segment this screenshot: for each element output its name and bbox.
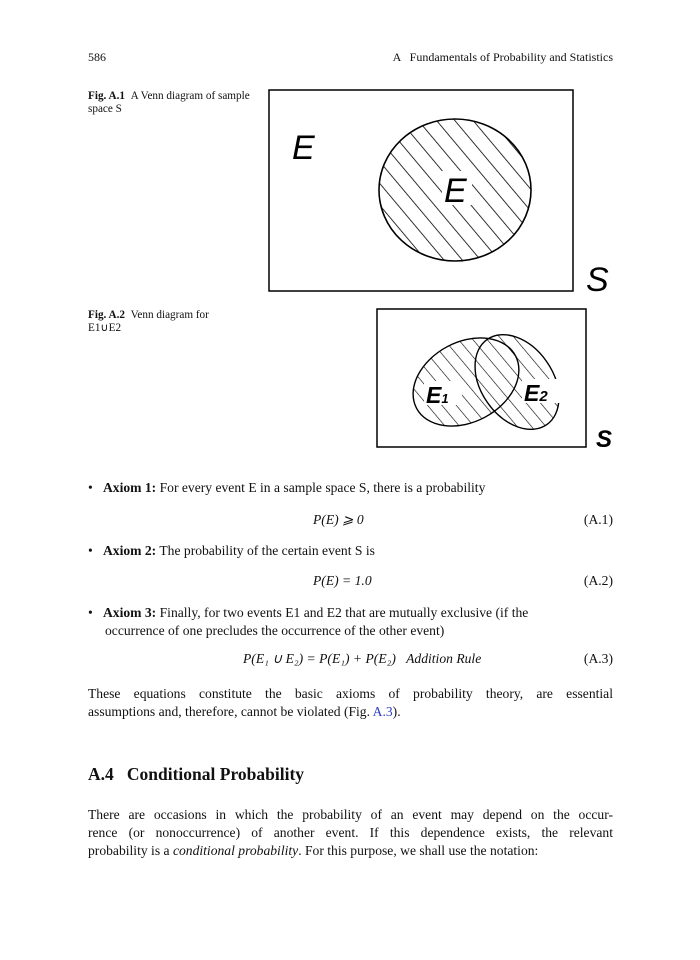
equation-number: (A.2) (583, 573, 613, 588)
e1-label: E1 (426, 382, 449, 408)
caption-text: A Venn diagram of sample space S (88, 90, 250, 115)
axiom-2: • Axiom 2: The probability of the certain event S is (88, 543, 375, 558)
figure-a1-caption (88, 90, 253, 116)
caption-text: Venn diagram for E1∪E2 (88, 309, 209, 334)
figure-link[interactable]: A.3 (372, 704, 393, 719)
space-label: S (586, 261, 609, 299)
axiom-3: • Axiom 3: Finally, for two events E1 and E2 that are mutually exclusive (if the (88, 605, 529, 620)
equation-number: (A.1) (583, 512, 613, 527)
section-heading: A.4 Conditional Probability (88, 764, 305, 784)
space-label: S (596, 426, 613, 453)
equation-a1: P(E) ⩾ 0 (313, 512, 364, 527)
axiom-1: • Axiom 1: For every event E in a sample space S, there is a probability (88, 480, 486, 495)
equation-number: (A.3) (583, 651, 613, 666)
venn-diagram-union (370, 303, 630, 453)
paragraph-line: There are occasions in which the probability of an event may depend on the occur- (88, 807, 613, 822)
page-number: 586 (88, 50, 106, 64)
figure-label: Fig. A.2 (88, 309, 125, 321)
figure-label: Fig. A.1 (88, 90, 125, 102)
paragraph-line: rence (or nonoccurrence) of another event. If this dependence exists, the relevant (88, 825, 613, 840)
running-title: A Fundamentals of Probability and Statistics (392, 50, 613, 64)
e2-label: E2 (524, 380, 548, 406)
outside-label: E (292, 129, 315, 167)
figure-a2-caption (88, 309, 228, 335)
axiom-3-line2: occurrence of one precludes the occurrence of the other event) (105, 623, 445, 638)
equation-a3: P(E₁ ∪ E₂) = P(E₁) + P(E₂) Addition Rule (243, 651, 482, 666)
paragraph-line: probability is a conditional probability. For this purpose, we shall use the notation: (88, 843, 539, 858)
paragraph-line: These equations constitute the basic axioms of probability theory, are essential (88, 686, 613, 701)
venn-diagram-sample-space (260, 85, 620, 300)
paragraph-line: assumptions and, therefore, cannot be violated (Fig. A.3). (88, 704, 401, 719)
inside-label: E (444, 172, 467, 210)
equation-a2: P(E) = 1.0 (313, 573, 372, 588)
